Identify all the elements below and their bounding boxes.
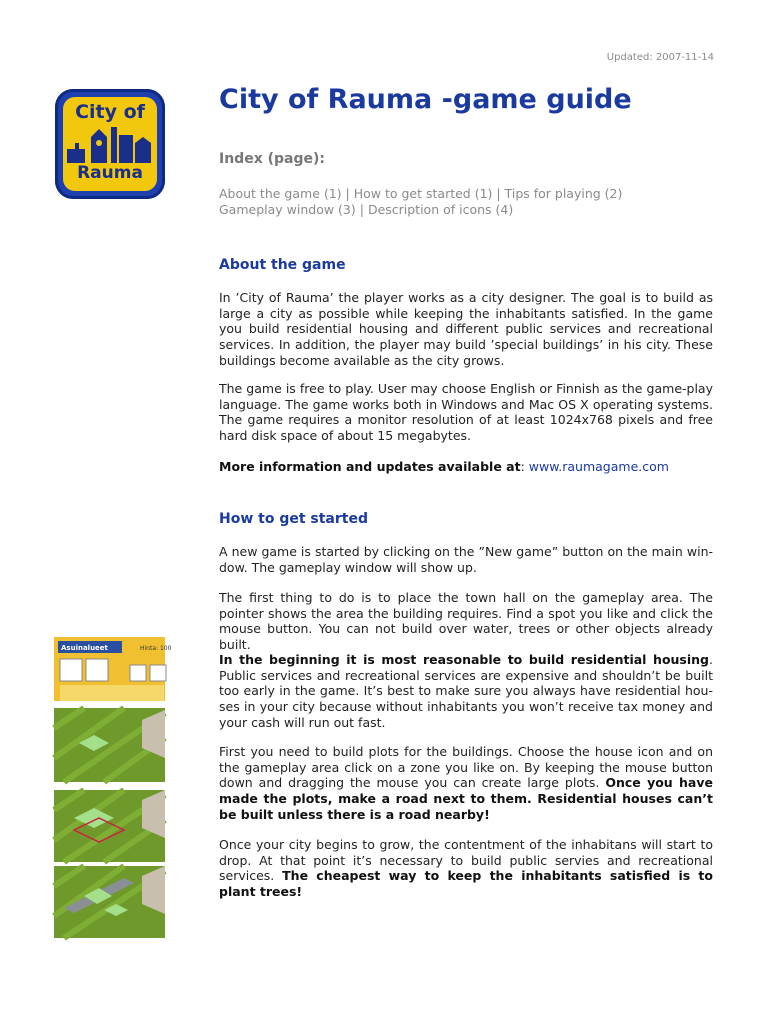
started-paragraph-4-text: First you need to build plots for the buildings. Choose the house icon and on the gameplay area click on a zone you like on. By keeping the mouse button down and dragging the mouse you can create large plots. [219, 744, 713, 791]
city-of-rauma-logo [55, 89, 165, 199]
screenshot-build-panel [54, 637, 172, 701]
road-emphasis: Once you have made the plots, make a road next to them. Residential houses can’t be built unless there is a road nearby! [219, 775, 713, 822]
started-paragraph-4 [219, 744, 713, 823]
logo-text-line2: Rauma [77, 163, 143, 183]
skyline-icon [63, 123, 157, 163]
page-title: City of Rauma -game guide [219, 84, 632, 115]
residential-emphasis: In the beginning it is most reasonable to build residential housing [219, 652, 710, 667]
screenshot-gameplay-1 [54, 708, 165, 782]
website-link[interactable]: www.raumagame.com [528, 459, 669, 474]
started-paragraph-5-text: Once your city begins to grow, the contentment of the inhabitans will start to drop. At that point it’s necessary to build public servies and recreational services. [219, 837, 713, 884]
updated-date: Updated: 2007-11-14 [606, 52, 714, 63]
index-link-about[interactable]: About the game (1) [219, 186, 342, 201]
panel-counter: Hinta: 100 [140, 645, 172, 652]
started-paragraph-2: The first thing to do is to place the town hall on the gameplay area. The pointer shows the area the building requires. Find a spot you like and click the mouse button. You can not build over water, trees or other objects already built. [219, 590, 713, 653]
trees-emphasis: The cheapest way to keep the inhabitants satisfied is to plant trees! [219, 868, 713, 900]
started-paragraph-3-rest: . Public services and recreational services are expensive and shouldn’t be built too early in the game. It’s best to make sure you always have residential hou-ses in your city because without inhabitants you won’t receive tax money and your cash will run out fast. [219, 652, 713, 730]
about-paragraph-2: The game is free to play. User may choose English or Finnish as the game-play language. The game works both in Windows and Mac OS X operating systems. The game requires a monitor resolution of at least 1024x768 pixels and free hard disk space of about 15 megabytes. [219, 381, 713, 444]
index-link-gameplay[interactable]: Gameplay window (3) [219, 202, 356, 217]
panel-tab-label: Asuinalueet [61, 644, 108, 652]
index-separator: | [492, 186, 505, 201]
logo-text-line1: City of [75, 101, 145, 123]
started-paragraph-3 [219, 652, 713, 731]
index-link-tips[interactable]: Tips for playing (2) [504, 186, 623, 201]
index-link-icons[interactable]: Description of icons (4) [367, 202, 514, 217]
started-paragraph-1: A new game is started by clicking on the ”New game” button on the main win-dow. The gameplay window will show up. [219, 544, 713, 575]
about-paragraph-1: In ’City of Rauma’ the player works as a city designer. The goal is to build as large a city as possible while keeping the inhabitants satisfied. In the game you build residential housing and different public services and recreational services. In addition, the player may build ’special buildings’ in his city. These buildings become available as the city grows. [219, 290, 713, 368]
more-info-colon: : [520, 459, 529, 474]
more-info-line [219, 459, 713, 475]
index-links [219, 186, 719, 218]
index-link-started[interactable]: How to get started (1) [353, 186, 493, 201]
more-info-label: More information and updates available at [219, 459, 521, 474]
about-heading: About the game [219, 257, 346, 273]
screenshot-gameplay-2 [54, 790, 165, 862]
screenshot-gameplay-3 [54, 866, 165, 938]
index-separator: | [341, 186, 354, 201]
started-paragraph-5 [219, 837, 713, 900]
started-heading: How to get started [219, 511, 368, 527]
index-separator: | [355, 202, 368, 217]
index-heading: Index (page): [219, 151, 325, 167]
